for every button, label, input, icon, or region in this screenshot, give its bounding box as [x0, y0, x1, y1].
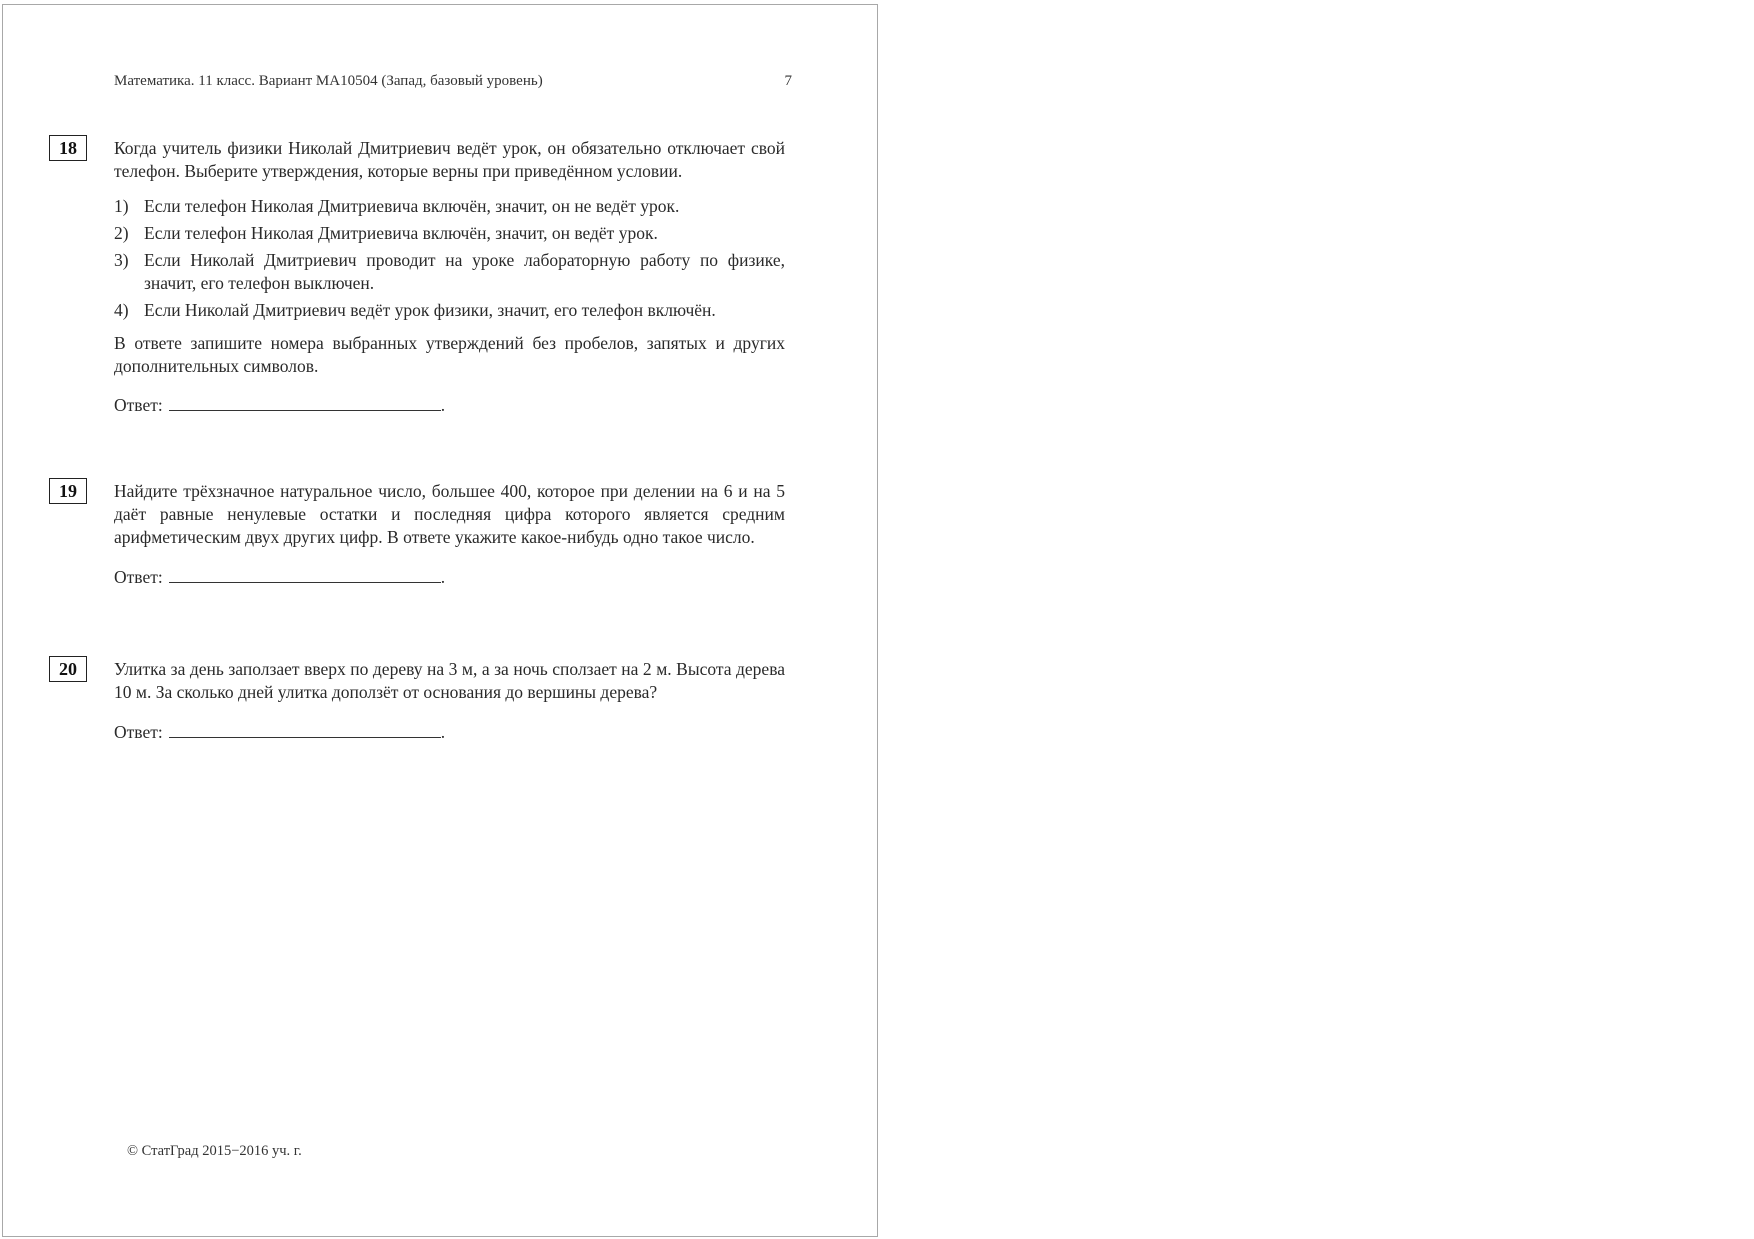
task-number-box: 20: [49, 656, 87, 682]
option-number: 2): [114, 223, 129, 243]
answer-end: .: [440, 722, 446, 742]
option-item: [114, 222, 785, 245]
task-text: Найдите трёхзначное натуральное число, большее 400, которое при делении на 6 и на 5 даёт равные ненулевые остатки и последняя цифра которого является средним арифметическим двух других цифр. В ответе укажите какое-нибудь одно такое число.: [114, 481, 785, 547]
page-number: 7: [784, 73, 792, 89]
answer-row: [114, 721, 785, 744]
option-text: Если телефон Николая Дмитриевича включён, значит, он ведёт урок.: [144, 223, 658, 243]
task-number-box: 18: [49, 135, 87, 161]
options-list: [114, 195, 785, 322]
option-item: [114, 195, 785, 218]
option-item: [114, 249, 785, 295]
task-text: Когда учитель физики Николай Дмитриевич ведёт урок, он обязательно отключает свой телефон. Выберите утверждения, которые верны при приведённом условии.: [114, 138, 785, 181]
header-title: Математика. 11 класс. Вариант МА10504 (Запад, базовый уровень): [114, 73, 543, 89]
option-text: Если Николай Дмитриевич ведёт урок физики, значит, его телефон включён.: [144, 300, 716, 320]
answer-label: Ответ:: [114, 722, 163, 742]
answer-instruction: В ответе запишите номера выбранных утверждений без пробелов, запятых и других дополнительных символов.: [114, 333, 785, 376]
option-text: Если Николай Дмитриевич проводит на уроке лабораторную работу по физике, значит, его телефон выключен.: [144, 250, 785, 293]
option-item: [114, 299, 785, 322]
answer-label: Ответ:: [114, 395, 163, 415]
answer-field[interactable]: [169, 721, 441, 738]
answer-row: [114, 566, 785, 589]
task-text: Улитка за день заползает вверх по дереву на 3 м, а за ночь сползает на 2 м. Высота дерева 10 м. За сколько дней улитка доползёт от основания до вершины дерева?: [114, 659, 785, 702]
answer-field[interactable]: [169, 566, 441, 583]
task-body: [114, 480, 785, 589]
answer-field[interactable]: [169, 394, 441, 411]
task-number-box: 19: [49, 478, 87, 504]
task-body: [114, 658, 785, 744]
task-body: [114, 137, 785, 417]
option-number: 4): [114, 300, 129, 320]
option-number: 1): [114, 196, 129, 216]
answer-end: .: [440, 567, 446, 587]
answer-row: [114, 394, 785, 417]
footer-copyright: © СтатГрад 2015−2016 уч. г.: [127, 1143, 302, 1159]
answer-end: .: [440, 395, 446, 415]
answer-label: Ответ:: [114, 567, 163, 587]
page-header: [114, 73, 792, 90]
option-text: Если телефон Николая Дмитриевича включён, значит, он не ведёт урок.: [144, 196, 680, 216]
option-number: 3): [114, 250, 129, 270]
exam-page: [2, 4, 878, 1237]
